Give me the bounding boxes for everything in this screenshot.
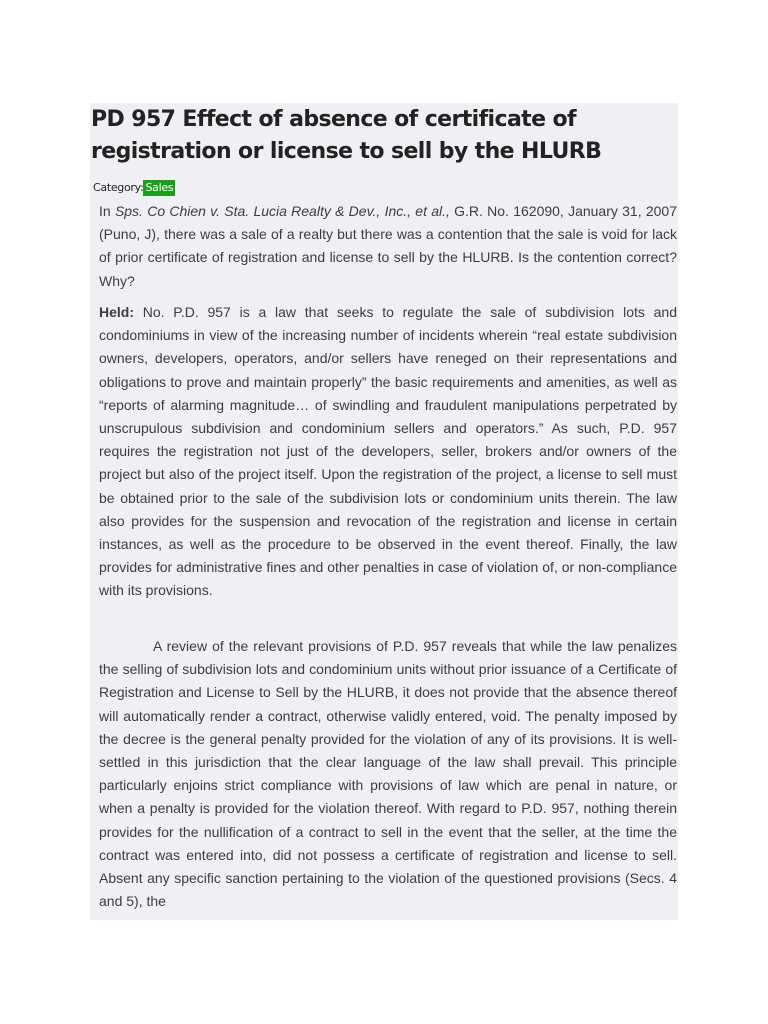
review-paragraph: A review of the relevant provisions of P.D. 957 reveals that while the law penalizes the selling of subdivision lots and condominium units without prior issuance of a Certificate of Registration and License to Sell by the HLURB, it does not provide that the absence thereof will automatically render a contract, otherwise validly entered, void. The penalty imposed by the decree is the general penalty provided for the violation of any of its provisions. It is well-settled in this jurisdiction that the clear language of the law shall prevail. This principle particularly enjoins strict compliance with provisions of law which are penal in nature, or when a penalty is provided for the violation thereof. With regard to P.D. 957, nothing therein provides for the nullification of a contract to sell in the event that the seller, at the time the contract was entered into, did not possess a certificate of registration and license to sell. Absent any specific sanction pertaining to the violation of the questioned provisions (Secs. 4 and 5), the — [99, 638, 677, 910]
document-title: PD 957 Effect of absence of certificate of registration or license to sell by the HLURB — [91, 107, 602, 164]
question-paragraph — [99, 200, 677, 293]
question-prefix: In — [99, 203, 115, 219]
held-text: No. P.D. 957 is a law that seeks to regulate the sale of subdivision lots and condominiums in view of the increasing number of incidents wherein “real estate subdivision owners, developers, operators, and/or sellers have reneged on their representations and obligations to prove and maintain properly” the basic requirements and amenities, as well as “reports of alarming magnitude… of swindling and fraudulent manipulations perpetrated by unscrupulous subdivision and condominium sellers and operators.” As such, P.D. 957 requires the registration not just of the developers, seller, brokers and/or owners of the project but also of the project itself. Upon the registration of the project, a license to sell must be obtained prior to the sale of the subdivision lots or condominium units therein. The law also provides for the suspension and revocation of the registration and license in certain instances, as well as the procedure to be observed in the event thereof. Finally, the law provides for administrative fines and other penalties in case of violation of, or non-compliance with its provisions. — [99, 304, 677, 599]
held-paragraph — [99, 301, 677, 603]
held-label: Held: — [99, 304, 134, 320]
category-line — [93, 180, 175, 196]
question-text: G.R. No. 162090, January 31, 2007 (Puno, J), there was a sale of a realty but there was a contention that the sale is void for lack of prior certificate of registration and license to sell by the HLURB. Is the contention correct? Why? — [99, 203, 677, 289]
category-link-sales[interactable]: Sales — [145, 181, 174, 194]
category-label: Category: — [93, 181, 144, 194]
case-name: Sps. Co Chien v. Sta. Lucia Realty & Dev., Inc., et al., — [114, 203, 450, 219]
